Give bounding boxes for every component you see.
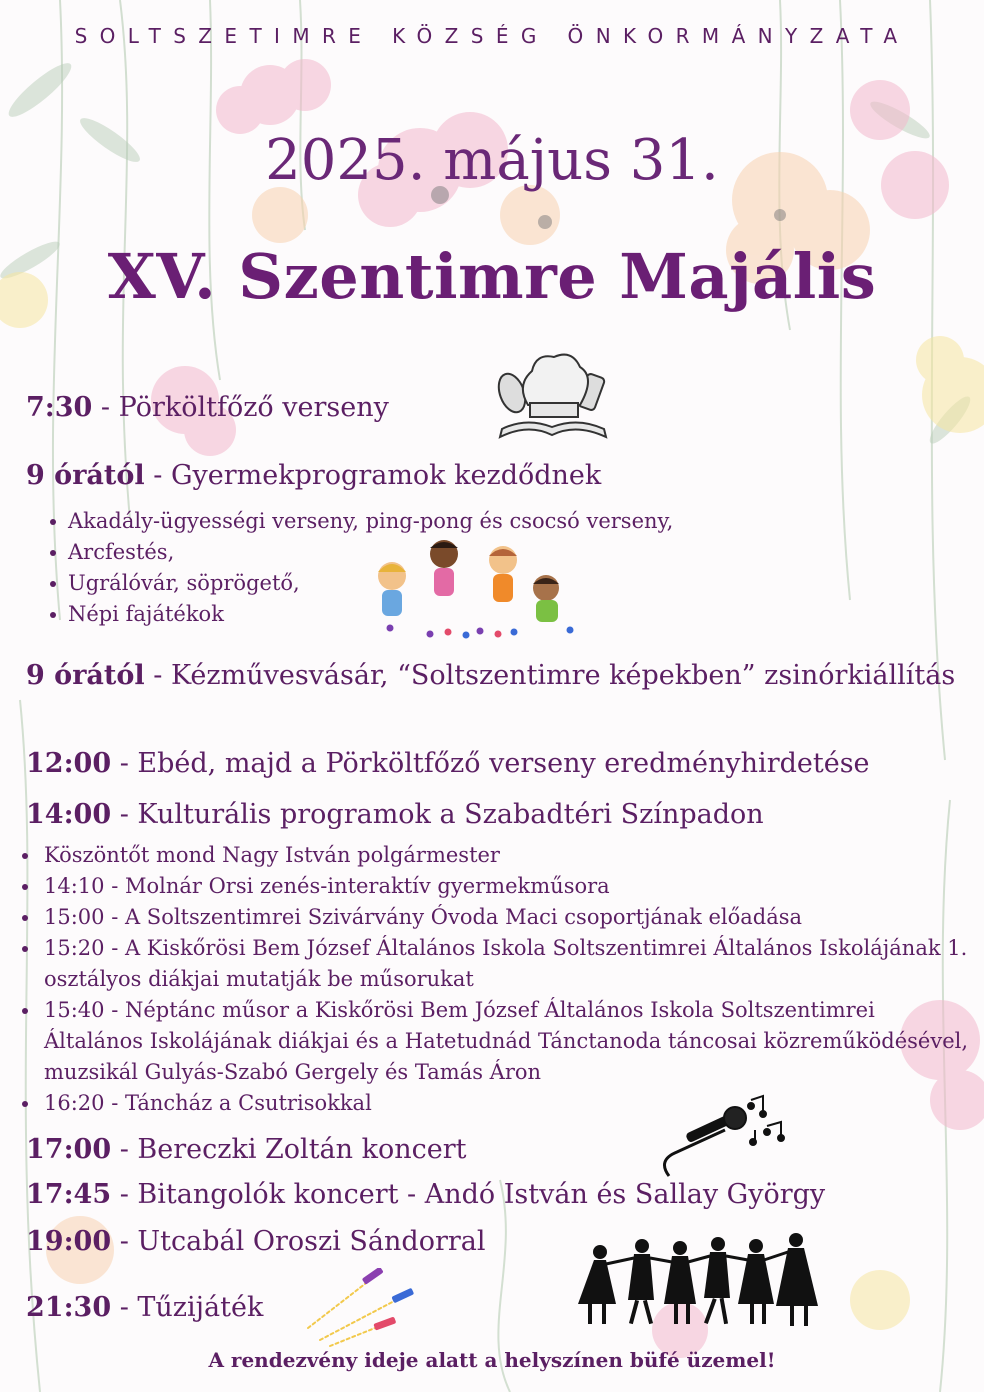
schedule-text: - Kulturális programok a Szabadtéri Színpadon (111, 799, 764, 830)
dancers-silhouette-icon (570, 1222, 835, 1332)
chef-hat-icon (488, 345, 618, 445)
event-date: 2025. május 31. (265, 128, 719, 193)
list-item: Köszöntőt mond Nagy István polgármester (20, 840, 970, 871)
schedule-text: - Bitangolók koncert - Andó István és Sallay György (111, 1179, 826, 1210)
schedule-time: 14:00 (26, 799, 112, 830)
list-item: 15:20 - A Kiskőrösi Bem József Általános Iskola Soltszentimrei Általános Iskolájának 1. osztályos diákjai mutatják be műsorukat (20, 933, 970, 995)
schedule-text: - Gyermekprogramok kezdődnek (144, 460, 602, 491)
schedule-text: - Ebéd, majd a Pörköltfőző verseny eredményhirdetése (111, 748, 870, 779)
children-playing-icon (370, 536, 595, 642)
schedule-item (26, 1226, 486, 1257)
fireworks-icon (300, 1268, 420, 1348)
list-item: Ugrálóvár, söprögető, (48, 568, 673, 599)
schedule-time: 17:00 (26, 1134, 112, 1165)
schedule-item (26, 1134, 466, 1165)
schedule-time: 7:30 (26, 392, 93, 423)
schedule-time: 21:30 (26, 1292, 112, 1323)
schedule-item (26, 392, 389, 423)
schedule-item (26, 1292, 263, 1323)
schedule-time: 9 órától (26, 660, 145, 691)
schedule-time: 12:00 (26, 748, 112, 779)
footer-note: A rendezvény ideje alatt a helyszínen büfé üzemel! (208, 1348, 776, 1372)
list-item: Arcfestés, (48, 537, 673, 568)
schedule-item (26, 1179, 825, 1210)
organization-name: SOLTSZETIMRE KÖZSÉG ÖNKORMÁNYZATA (74, 24, 910, 48)
list-item: 14:10 - Molnár Orsi zenés-interaktív gyermekműsora (20, 871, 970, 902)
schedule-text: - Pörköltfőző verseny (92, 392, 389, 423)
list-item: 16:20 - Táncház a Csutrisokkal (20, 1088, 970, 1119)
schedule-item (26, 656, 966, 696)
event-title: XV. Szentimre Majális (107, 240, 877, 313)
schedule-time: 9 órától (26, 460, 145, 491)
schedule-text: - Utcabál Oroszi Sándorral (111, 1226, 486, 1257)
schedule-text: - Tűzijáték (111, 1292, 264, 1323)
schedule-item (26, 748, 870, 779)
list-item: Akadály-ügyességi verseny, ping-pong és csocsó verseny, (48, 506, 673, 537)
schedule-item (26, 460, 601, 491)
list-item: 15:40 - Néptánc műsor a Kiskőrösi Bem József Általános Iskola Soltszentimrei Általános Iskolájának diákjai és a Hatetudnád Tánctanoda táncosai közreműködésével, muzsikál Gulyás-Szabó Gergely és Tamás Áron (20, 995, 970, 1088)
list-item: Népi fajátékok (48, 599, 673, 630)
schedule-time: 17:45 (26, 1179, 112, 1210)
schedule-text: - Bereczki Zoltán koncert (111, 1134, 467, 1165)
schedule-item (26, 799, 764, 830)
list-item: 15:00 - A Soltszentimrei Szivárvány Óvoda Maci csoportjának előadása (20, 902, 970, 933)
microphone-icon (655, 1090, 795, 1180)
cultural-program-list (20, 840, 970, 1119)
schedule-time: 19:00 (26, 1226, 112, 1257)
schedule-text: - Kézművesvásár, “Soltszentimre képekben” zsinórkiállítás (144, 660, 956, 691)
